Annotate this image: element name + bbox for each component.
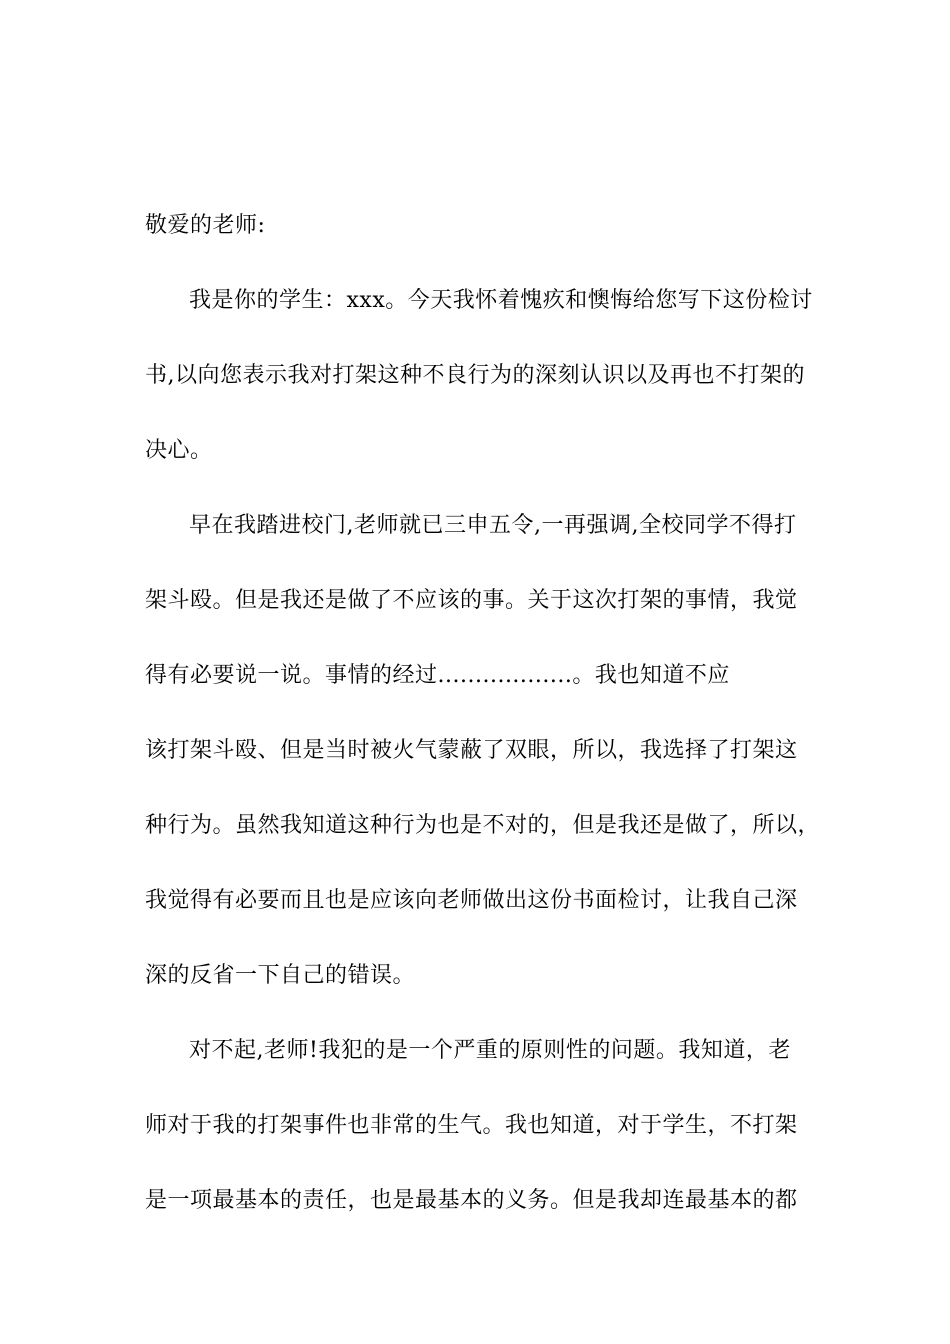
- paragraph-line: 早在我踏进校门,老师就已三申五令,一再强调,全校同学不得打: [189, 513, 797, 538]
- paragraph-line: 该打架斗殴、但是当时被火气蒙蔽了双眼，所以，我选择了打架这: [145, 738, 798, 763]
- paragraph-line: 架斗殴。但是我还是做了不应该的事。关于这次打架的事情，我觉: [145, 588, 798, 613]
- paragraph-line: 得有必要说一说。事情的经过..................。我也知道不应: [145, 663, 730, 688]
- paragraph-line: 书,以向您表示我对打架这种不良行为的深刻认识以及再也不打架的: [145, 363, 805, 388]
- paragraph-line: 我是你的学生：xxx。今天我怀着愧疚和懊悔给您写下这份检讨: [189, 288, 813, 313]
- salutation: 敬爱的老师:: [145, 213, 266, 238]
- paragraph-line: 对不起,老师!我犯的是一个严重的原则性的问题。我知道，老: [189, 1038, 791, 1063]
- paragraph-line: 种行为。虽然我知道这种行为也是不对的，但是我还是做了，所以，: [145, 813, 821, 838]
- paragraph-line: 深的反省一下自己的错误。: [145, 963, 416, 988]
- paragraph-line: 决心。: [145, 438, 213, 463]
- paragraph-line: 是一项最基本的责任，也是最基本的义务。但是我却连最基本的都: [145, 1188, 798, 1213]
- paragraph-line: 师对于我的打架事件也非常的生气。我也知道，对于学生，不打架: [145, 1113, 798, 1138]
- paragraph-line: 我觉得有必要而且也是应该向老师做出这份书面检讨，让我自己深: [145, 888, 798, 913]
